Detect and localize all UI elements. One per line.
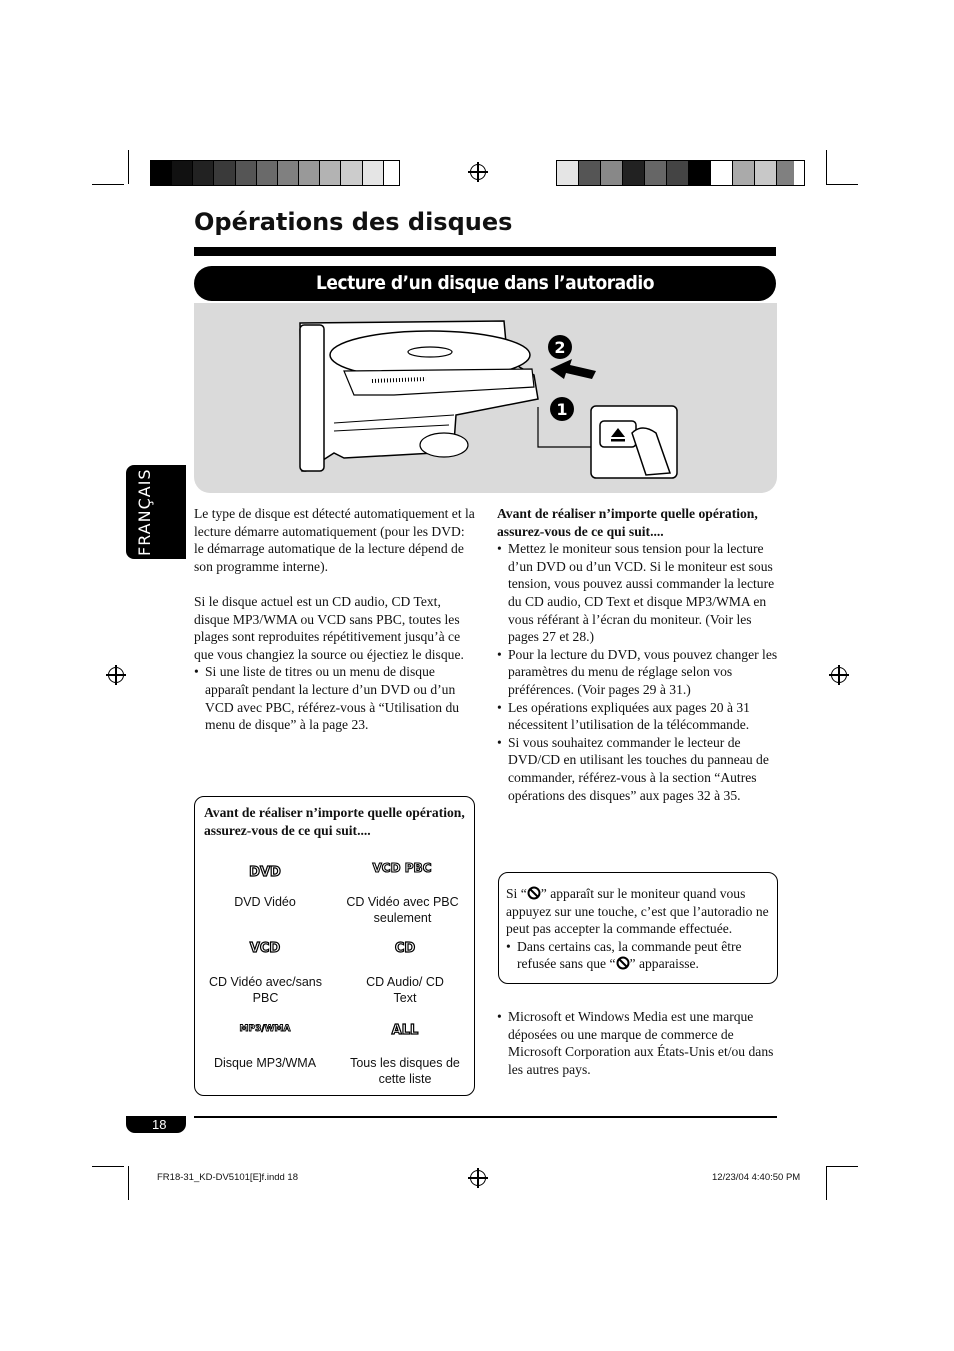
left-column bbox=[194, 505, 476, 734]
color-bar-left bbox=[150, 160, 400, 186]
precaution-heading: Avant de réaliser n’importe quelle opération, assurez-vous de ce qui suit.... bbox=[497, 506, 758, 539]
disc-label: DVD Vidéo bbox=[234, 895, 296, 909]
disc-menu-note: • Si une liste de titres ou un menu de disque apparaît pendant la lecture d’un DVD ou d’un VCD avec PBC, référez-vous à “Utilisation du menu de disque” à la page 23. bbox=[194, 663, 476, 733]
vcd-pbc-logo-icon bbox=[372, 857, 432, 885]
intro-paragraph: Le type de disque est détecté automatiquement et la lecture démarre automatiquement (pour les DVD: le démarrage automatique de la lecture dépend de son programme interne). bbox=[194, 506, 475, 574]
language-tab-label: FRANÇAIS bbox=[135, 468, 154, 556]
crop-mark bbox=[826, 1166, 858, 1167]
all-discs-logo-icon bbox=[388, 1015, 422, 1043]
crop-mark bbox=[826, 150, 827, 184]
crop-mark bbox=[92, 1166, 124, 1167]
mp3-wma-logo-icon bbox=[239, 1015, 291, 1043]
invalid-operation-text: Si “ ” apparaît sur le moniteur quand vous appuyez sur une touche, c’est que l’autoradio ne peut pas accepter la commande effectuée. bbox=[506, 886, 769, 937]
precaution-item: • Si vous souhaitez commander le lecteur de DVD/CD en utilisant les touches du panneau de commander, référez-vous à la section “Autres opérations des disques” aux pages 32 à 35. bbox=[497, 734, 779, 804]
svg-text:ALL: ALL bbox=[391, 1023, 419, 1038]
crop-mark bbox=[826, 1166, 827, 1200]
repeat-paragraph: Si le disque actuel est un CD audio, CD Text, disque MP3/WMA ou VCD sans PBC, toutes les plages sont reproduites répétitivement jusqu’à ce que vous changiez la source ou éjectiez le disque. bbox=[194, 593, 464, 662]
color-bar-right bbox=[556, 160, 805, 186]
right-column bbox=[497, 505, 779, 804]
crop-mark bbox=[128, 1166, 129, 1200]
registration-mark-icon bbox=[108, 667, 124, 683]
page-number: 18 bbox=[152, 1117, 167, 1132]
trademark-note: • Microsoft et Windows Media est une marque déposées ou une marque de commerce de Microsoft Corporation aux États-Unis et/ou dans les autres pays. bbox=[497, 1008, 777, 1078]
svg-text:CD: CD bbox=[394, 941, 416, 956]
svg-text:MP3/WMA: MP3/WMA bbox=[239, 1024, 291, 1034]
cd-logo-icon bbox=[388, 933, 422, 961]
invalid-operation-bullet: • Dans certains cas, la commande peut être refusée sans que “ ” apparaisse. bbox=[506, 938, 772, 973]
crop-mark bbox=[92, 184, 124, 185]
disc-label: CD Vidéo avec/sans PBC bbox=[208, 975, 323, 1005]
compatible-discs-box bbox=[194, 796, 475, 1096]
disc-label: CD Audio/ CD Text bbox=[366, 975, 444, 1005]
prohibit-icon bbox=[527, 886, 541, 900]
crop-mark bbox=[128, 150, 129, 184]
prohibit-icon bbox=[616, 956, 630, 970]
registration-mark-icon bbox=[831, 667, 847, 683]
section-heading: Lecture d’un disque dans l’autoradio bbox=[194, 266, 776, 301]
footer-rule bbox=[194, 1116, 777, 1118]
crop-mark bbox=[826, 184, 858, 185]
disc-label: Disque MP3/WMA bbox=[213, 1056, 317, 1070]
registration-mark-icon bbox=[470, 164, 486, 180]
svg-text:VCD: VCD bbox=[249, 941, 281, 956]
invalid-operation-note bbox=[498, 872, 778, 984]
svg-text:2: 2 bbox=[554, 338, 566, 357]
print-date: 12/23/04 4:40:50 PM bbox=[712, 1172, 801, 1183]
disc-label: Tous les disques de cette liste bbox=[350, 1056, 460, 1086]
precaution-item: • Pour la lecture du DVD, vous pouvez changer les paramètres du menu de réglage selon vos préférences. (Voir pages 29 à 31.) bbox=[497, 646, 779, 699]
page-title: Opérations des disques bbox=[194, 208, 513, 236]
disc-label: CD Vidéo avec PBC seulement bbox=[346, 895, 459, 925]
dvd-logo-icon bbox=[248, 857, 282, 885]
precaution-item: • Les opérations expliquées aux pages 20 à 31 nécessitent l’utilisation de la télécommande. bbox=[497, 699, 779, 734]
title-rule bbox=[194, 247, 776, 256]
vcd-logo-icon bbox=[248, 933, 282, 961]
svg-text:1: 1 bbox=[556, 400, 568, 419]
file-name: FR18-31_KD-DV5101[E]f.indd 18 bbox=[157, 1172, 298, 1183]
registration-mark-icon bbox=[470, 1170, 486, 1186]
svg-text:VCD PBC: VCD PBC bbox=[372, 861, 432, 875]
box-heading: Avant de réaliser n’importe quelle opération, assurez-vous de ce qui suit.... bbox=[204, 805, 465, 838]
disc-insert-illustration bbox=[194, 303, 777, 493]
svg-text:DVD: DVD bbox=[249, 865, 281, 880]
precaution-item: • Mettez le moniteur sous tension pour la lecture d’un DVD ou d’un VCD. Si le moniteur est sous tension, vous pouvez aussi commander la lecture du CD audio, CD Text et disque MP3/WMA en vous référant à l’écran du moniteur. (Voir les pages 27 et 28.) bbox=[497, 540, 779, 646]
